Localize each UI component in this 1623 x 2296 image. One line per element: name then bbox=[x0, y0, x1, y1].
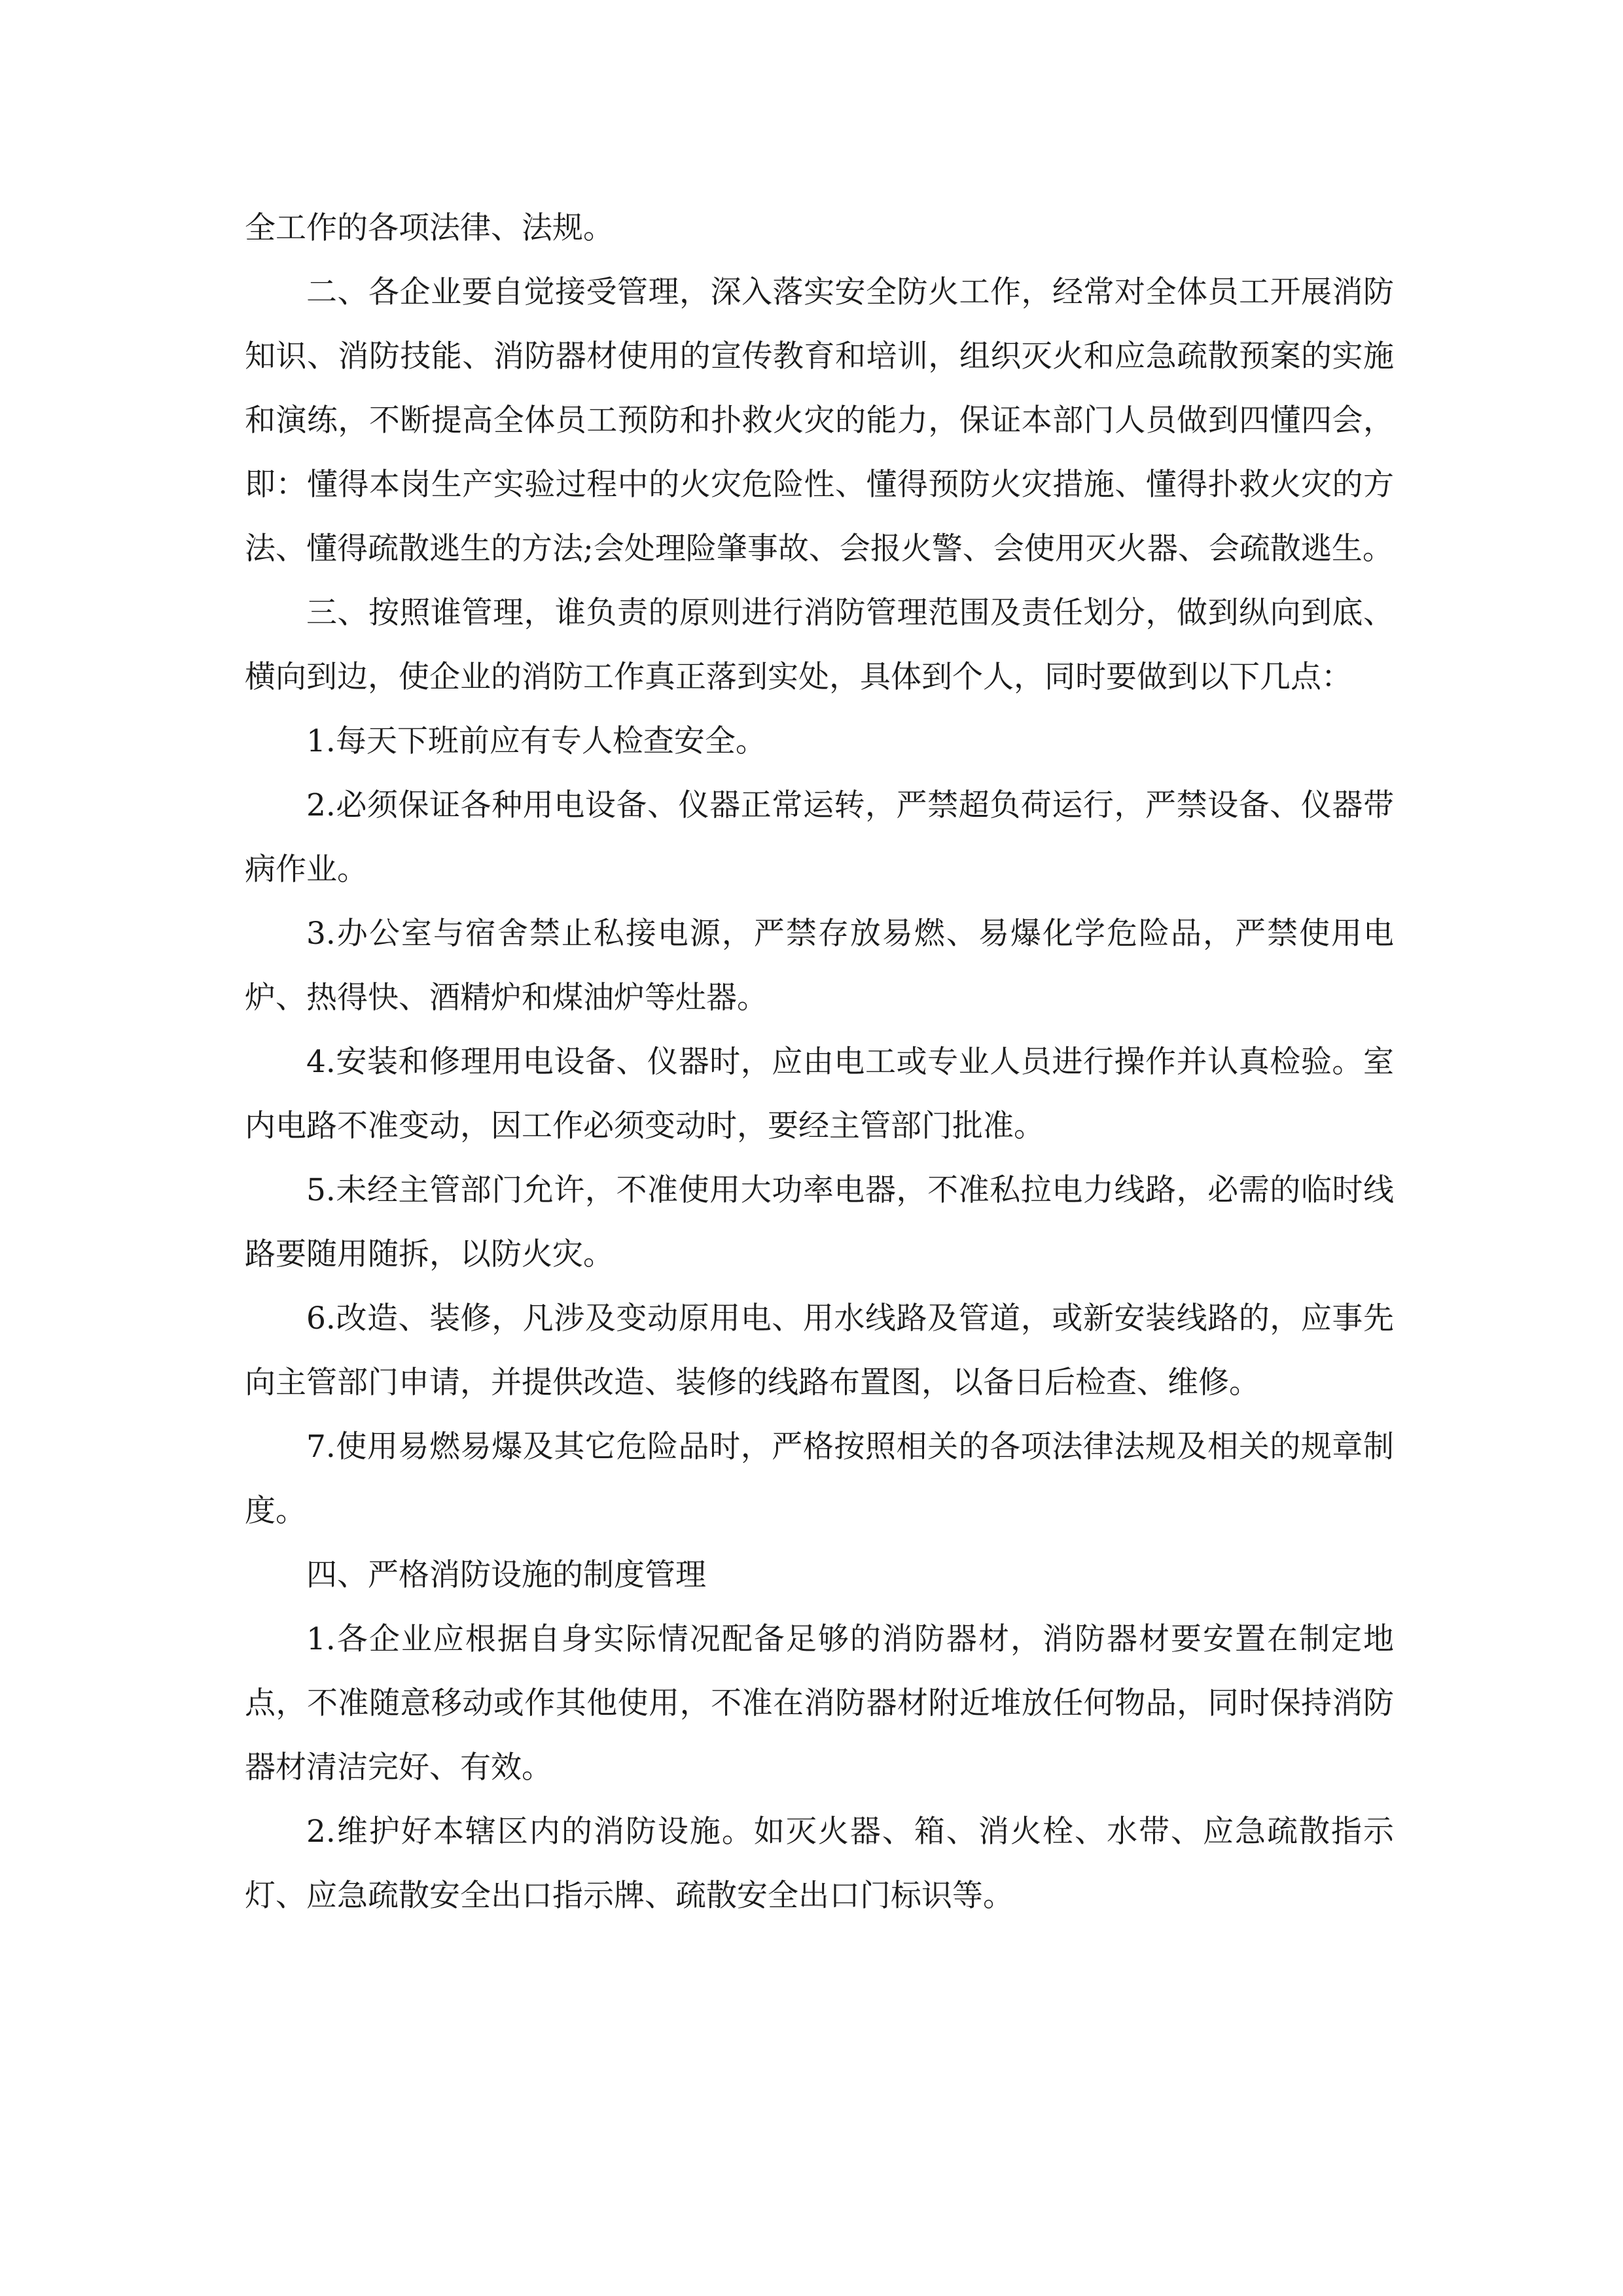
paragraph: 三、按照谁管理，谁负责的原则进行消防管理范围及责任划分，做到纵向到底、横向到边，使企业的消防工作真正落到实处，具体到个人，同时要做到以下几点： bbox=[245, 595, 1394, 695]
paragraph: 6.改造、装修，凡涉及变动原用电、用水线路及管道，或新安装线路的，应事先向主管部门申请，并提供改造、装修的线路布置图，以备日后检查、维修。 bbox=[245, 1300, 1394, 1401]
paragraph: 5.未经主管部门允许，不准使用大功率电器，不准私拉电力线路，必需的临时线路要随用随拆，以防火灾。 bbox=[245, 1172, 1394, 1272]
paragraph: 2.维护好本辖区内的消防设施。如灭火器、箱、消火栓、水带、应急疏散指示灯、应急疏散安全出口指示牌、疏散安全出口门标识等。 bbox=[245, 1814, 1394, 1914]
paragraph: 二、各企业要自觉接受管理，深入落实安全防火工作，经常对全体员工开展消防知识、消防技能、消防器材使用的宣传教育和培训，组织灭火和应急疏散预案的实施和演练，不断提高全体员工预防和扑救火灾的能力，保证本部门人员做到四懂四会，即：懂得本岗生产实验过程中的火灾危险性、懂得预防火灾措施、懂得扑救火灾的方法、懂得疏散逃生的方法;会处理险肇事故、会报火警、会使用灭火器、会疏散逃生。 bbox=[245, 274, 1394, 567]
paragraph: 1.各企业应根据自身实际情况配备足够的消防器材，消防器材要安置在制定地点，不准随意移动或作其他使用，不准在消防器材附近堆放任何物品，同时保持消防器材清洁完好、有效。 bbox=[245, 1621, 1394, 1785]
paragraph: 3.办公室与宿舍禁止私接电源，严禁存放易燃、易爆化学危险品，严禁使用电炉、热得快、酒精炉和煤油炉等灶器。 bbox=[245, 916, 1394, 1016]
document-body bbox=[245, 196, 1394, 1928]
paragraph: 1.每天下班前应有专人检查安全。 bbox=[306, 723, 766, 759]
paragraph: 全工作的各项法律、法规。 bbox=[245, 210, 614, 246]
paragraph: 四、严格消防设施的制度管理 bbox=[306, 1557, 706, 1593]
paragraph: 7.使用易燃易爆及其它危险品时，严格按照相关的各项法律法规及相关的规章制度。 bbox=[245, 1429, 1394, 1529]
paragraph: 2.必须保证各种用电设备、仪器正常运转，严禁超负荷运行，严禁设备、仪器带病作业。 bbox=[245, 787, 1394, 888]
paragraph: 4.安装和修理用电设备、仪器时，应由电工或专业人员进行操作并认真检验。室内电路不准变动，因工作必须变动时，要经主管部门批准。 bbox=[245, 1044, 1394, 1144]
